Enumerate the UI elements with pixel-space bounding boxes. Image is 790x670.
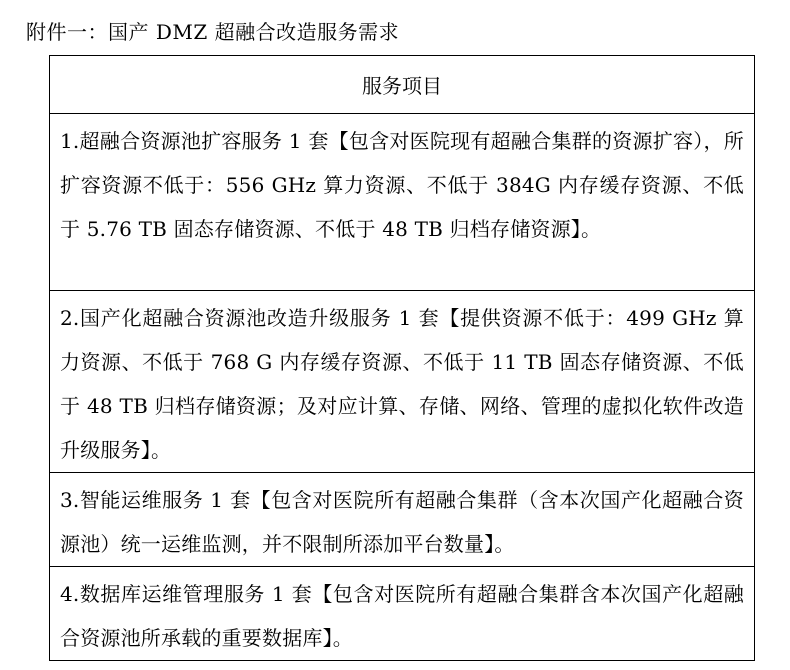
service-item-1: 1.超融合资源池扩容服务 1 套【包含对医院现有超融合集群的资源扩容），所扩容资源不低于：556 GHz 算力资源、不低于 384G 内存缓存资源、不低于 5.76 TB 固态存储资源、不低于 48 TB 归档存储资源】。 (50, 114, 755, 291)
table-header-row (50, 56, 755, 114)
table-row (50, 473, 755, 567)
table-row (50, 114, 755, 291)
table-header-service-items: 服务项目 (50, 56, 755, 114)
service-item-2: 2.国产化超融合资源池改造升级服务 1 套【提供资源不低于：499 GHz 算力资源、不低于 768 G 内存缓存资源、不低于 11 TB 固态存储资源、不低于 48 TB 归档存储资源；及对应计算、存储、网络、管理的虚拟化软件改造升级服务】。 (50, 291, 755, 473)
service-requirements-table (49, 55, 755, 661)
table-row (50, 291, 755, 473)
document-title: 附件一：国产 DMZ 超融合改造服务需求 (26, 20, 400, 44)
service-item-4: 4.数据库运维管理服务 1 套【包含对医院所有超融合集群含本次国产化超融合资源池所承载的重要数据库】。 (50, 567, 755, 661)
table-row (50, 567, 755, 661)
service-item-3: 3.智能运维服务 1 套【包含对医院所有超融合集群（含本次国产化超融合资源池）统一运维监测，并不限制所添加平台数量】。 (50, 473, 755, 567)
